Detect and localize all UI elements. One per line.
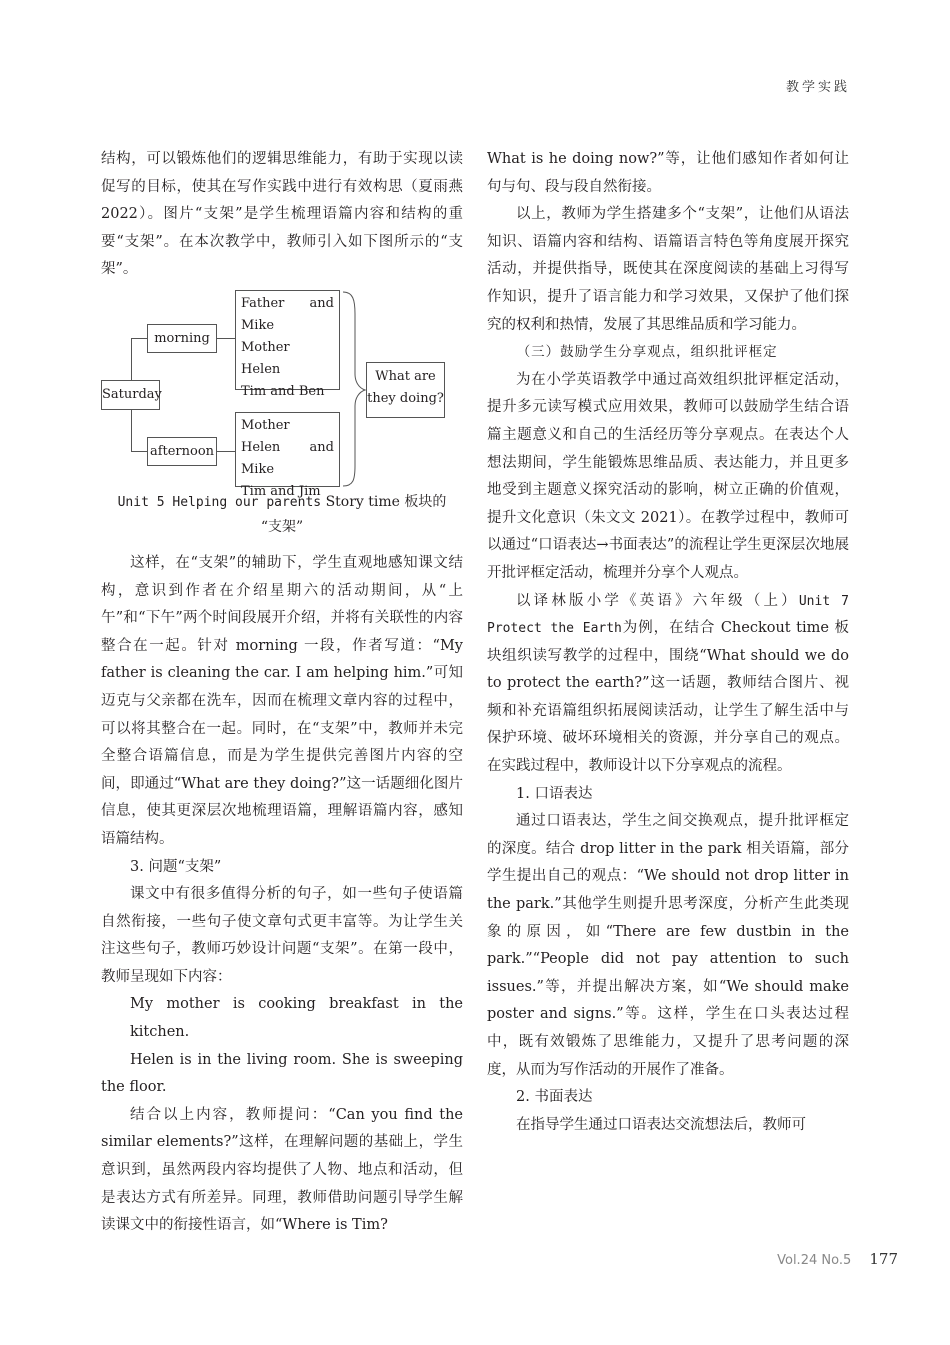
morning-name: Helen [241, 361, 281, 377]
caption-text: Story time 板块的 [325, 493, 447, 510]
connector [131, 338, 147, 339]
afternoon-names-box [235, 412, 340, 499]
paragraph: 这样，在“支架”的辅助下，学生直观地感知课文结构，意识到作者在介绍星期六的活动期间，从“上午”和“下午”两个时间段展开介绍，并将有关联性的内容整合在一起。针对 morning 一段，作者写道：“My father is cleaning the car. I am helping him.”可知迈克与父亲都在洗车，因而在梳理文章内容的过程中，可以将其整合在一起。同时，在“支架”中，教师并未完全整合语篇信息，而是为学生提供完善图片内容的空间，即通过“What are they doing?”这一话题细化图片信息，使其更深层次地梳理语篇，理解语篇内容，感知语篇结构。 [101, 554, 463, 847]
connector [217, 338, 235, 339]
paragraph: 在指导学生通过口语表达交流想法后，教师可 [516, 1116, 806, 1133]
connector [217, 451, 235, 452]
page-number: 177 [869, 1250, 898, 1268]
running-header: 教学实践 [785, 80, 850, 95]
afternoon-name: Mother [241, 417, 290, 433]
question-box [366, 362, 445, 418]
volume-label: Vol.24 No.5 [777, 1253, 852, 1268]
question-line: they doing? [367, 390, 444, 406]
paragraph: 为在小学英语教学中通过高效组织批评框定活动，提升多元读写模式应用效果，教师可以鼓励学生结合语篇主题意义和自己的生活经历等分享观点。在表达个人想法期间，学生能锻炼思维品质、表达能力，并且更多地受到主题意义探究活动的影响，树立正确的价值观，提升文化意识（朱文文 2021）。在教学过程中，教师可以通过“口语表达→书面表达”的流程让学生更深层次地展开批评框定活动，梳理并分享个人观点。 [487, 371, 849, 581]
connector [131, 451, 147, 452]
afternoon-name: Tim and Jim [241, 483, 321, 499]
example-sentence: My mother is cooking breakfast in the kitchen. [130, 996, 463, 1041]
morning-name: Father and Mike [241, 295, 334, 333]
paragraph-text: 为例，在结合 Checkout time 板块组织读写教学的过程中，围绕“What should we do to protect the earth?”这一话题，教师结合图片、视频和补充语篇组织拓展阅读活动，让学生了解生活中与保护环境、破坏环境相关的资源，并分享自己的观点。在实践过程中，教师设计以下分享观点的流程。 [487, 620, 849, 775]
subheading: 2. 书面表达 [516, 1089, 593, 1106]
afternoon-name: Helen and Mike [241, 439, 334, 477]
saturday-label: Saturday [102, 386, 162, 402]
page-footer [777, 1250, 898, 1268]
example-sentence: Helen is in the living room. She is sweeping the floor. [101, 1051, 463, 1096]
section-heading: （三）鼓励学生分享观点，组织批评框定 [516, 344, 778, 361]
paragraph [487, 588, 849, 781]
paragraph: 结构，可以锻炼他们的逻辑思维能力，有助于实现以读促写的目标，使其在写作实践中进行有效构思（夏雨燕 2022）。图片“支架”是学生梳理语篇内容和结构的重要“支架”。在本次教学中，教师引入如下图所示的“支架”。 [101, 151, 463, 278]
paragraph: 课文中有很多值得分析的句子，如一些句子使语篇自然衔接，一些句子使文章句式更丰富等。为让学生关注这些句子，教师巧妙设计问题“支架”。在第一段中，教师呈现如下内容： [101, 886, 463, 985]
afternoon-box [147, 437, 217, 466]
left-column [101, 146, 463, 1240]
scaffold-diagram [101, 290, 463, 499]
paragraph: 以上，教师为学生搭建多个“支架”，让他们从语法知识、语篇内容和结构、语篇语言特色等角度展开探究活动，并提供指导，既使其在深度阅读的基础上习得写作知识，提升了语言能力和学习效果，又保护了他们探究的权利和热情，发展了其思维品质和学习能力。 [487, 206, 849, 333]
paragraph: What is he doing now?”等，让他们感知作者如何让句与句、段与段自然衔接。 [487, 151, 849, 195]
subheading: 3. 问题“支架” [130, 858, 222, 875]
saturday-box [101, 380, 160, 410]
morning-box [147, 324, 217, 353]
morning-name: Tim and Ben [241, 383, 325, 399]
afternoon-label: afternoon [149, 443, 215, 459]
paragraph-text: 以译林版小学《英语》六年级（上） [516, 592, 799, 609]
right-column [487, 146, 849, 1139]
caption-line2: “支架” [260, 518, 304, 535]
question-line: What are [375, 368, 436, 384]
morning-name: Mother [241, 339, 290, 355]
caption-unit: Unit 5 Helping our parents [117, 494, 322, 510]
subheading: 1. 口语表达 [516, 785, 593, 802]
unit-title: Unit 7 Protect the Earth [487, 593, 849, 637]
paragraph: 结合以上内容，教师提问：“Can you find the similar elements?”这样，在理解问题的基础上，学生意识到，虽然两段内容均提供了人物、地点和活动，但是表达方式有所差异。同理，教师借助问题引导学生解读课文中的衔接性语言，如“Where is Tim? [101, 1106, 463, 1234]
morning-label: morning [154, 330, 210, 346]
paragraph: 通过口语表达，学生之间交换观点，提升批评框定的深度。结合 drop litter in the park 相关语篇，部分学生提出自己的观点：“We should not drop litter in the park.”其他学生则提升思考深度，分析产生此类现象的原因，如“There are few dustbin in the park.”“People did not pay attention to such issues.”等，并提出解决方案，如“We should make poster and signs.”等。这样，学生在口头表达过程中，既有效锻炼了思维能力，又提升了思考问题的深度，从而为写作活动的开展作了准备。 [487, 813, 849, 1078]
morning-names-box [235, 290, 340, 399]
